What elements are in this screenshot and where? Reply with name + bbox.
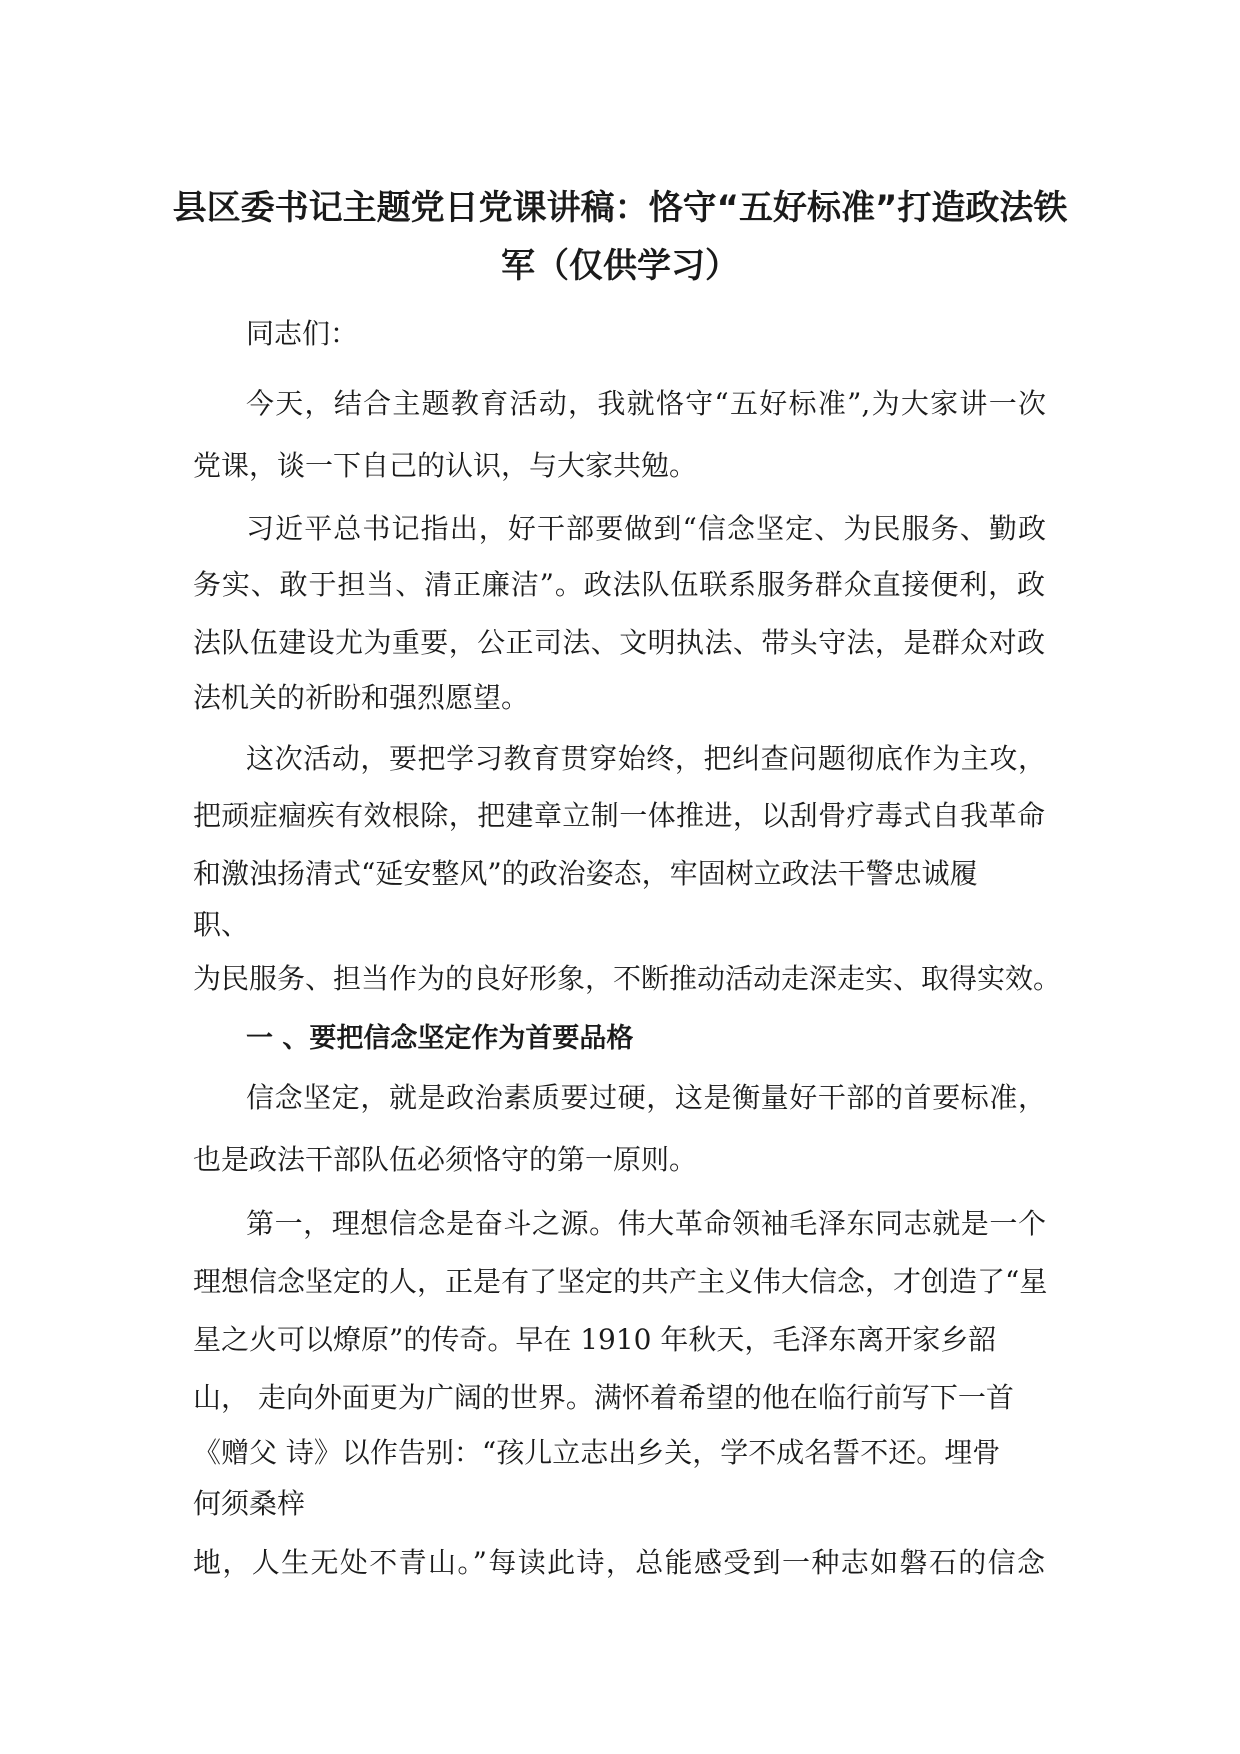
paragraph-line: 也是政法干部队伍必须恪守的第一原则。 [193,1143,698,1176]
paragraph-line: 今天，结合主题教育活动，我就恪守“五好标准”,为大家讲一次 [246,387,1046,420]
salutation: 同志们： [246,317,359,350]
paragraph-line: 法机关的祈盼和强烈愿望。 [193,681,530,714]
paragraph-line: 党课，谈一下自己的认识，与大家共勉。 [193,449,698,482]
paragraph-line: 第一，理想信念是奋斗之源。伟大革命领袖毛泽东同志就是一个 [246,1207,1046,1240]
paragraph-line: 和激浊扬清式“延安整风”的政治姿态，牢固树立政法干警忠诚履 [193,857,978,890]
document-title-line-1: 县区委书记主题党日党课讲稿：恪守“五好标准”打造政法铁 [172,188,1068,228]
paragraph-line: 习近平总书记指出，好干部要做到“信念坚定、为民服务、勤政 [246,512,1046,545]
document-title-line-2: 军（仅供学习） [501,246,739,286]
paragraph-line: 《赠父 诗》以作告别：“孩儿立志出乡关，学不成名誓不还。埋骨 [193,1436,1001,1469]
paragraph-line: 山， 走向外面更为广阔的世界。满怀着希望的他在临行前写下一首 [193,1381,1014,1414]
paragraph-line: 法队伍建设尤为重要，公正司法、文明执法、带头守法，是群众对政 [193,626,1045,659]
paragraph-line: 何须桑梓 [193,1487,306,1520]
paragraph-line: 理想信念坚定的人，正是有了坚定的共产主义伟大信念，才创造了“星 [193,1265,1048,1298]
paragraph-line: 信念坚定，就是政治素质要过硬，这是衡量好干部的首要标准， [246,1081,1046,1114]
paragraph-line: 把顽症痼疾有效根除，把建章立制一体推进，以刮骨疗毒式自我革命 [193,799,1045,832]
paragraph-line: 这次活动，要把学习教育贯穿始终，把纠查问题彻底作为主攻， [246,742,1046,775]
paragraph-line: 地，人生无处不青山。”每读此诗，总能感受到一种志如磐石的信念 [193,1546,1045,1579]
section-heading: 一 、要把信念坚定作为首要品格 [246,1023,634,1054]
paragraph-line: 为民服务、担当作为的良好形象，不断推动活动走深走实、取得实效。 [193,962,1062,995]
paragraph-line: 务实、敢于担当、清正廉洁”。政法队伍联系服务群众直接便利，政 [193,568,1045,601]
paragraph-line: 职、 [193,908,250,941]
paragraph-line: 星之火可以燎原”的传奇。早在 1910 年秋天，毛泽东离开家乡韶 [193,1323,997,1356]
